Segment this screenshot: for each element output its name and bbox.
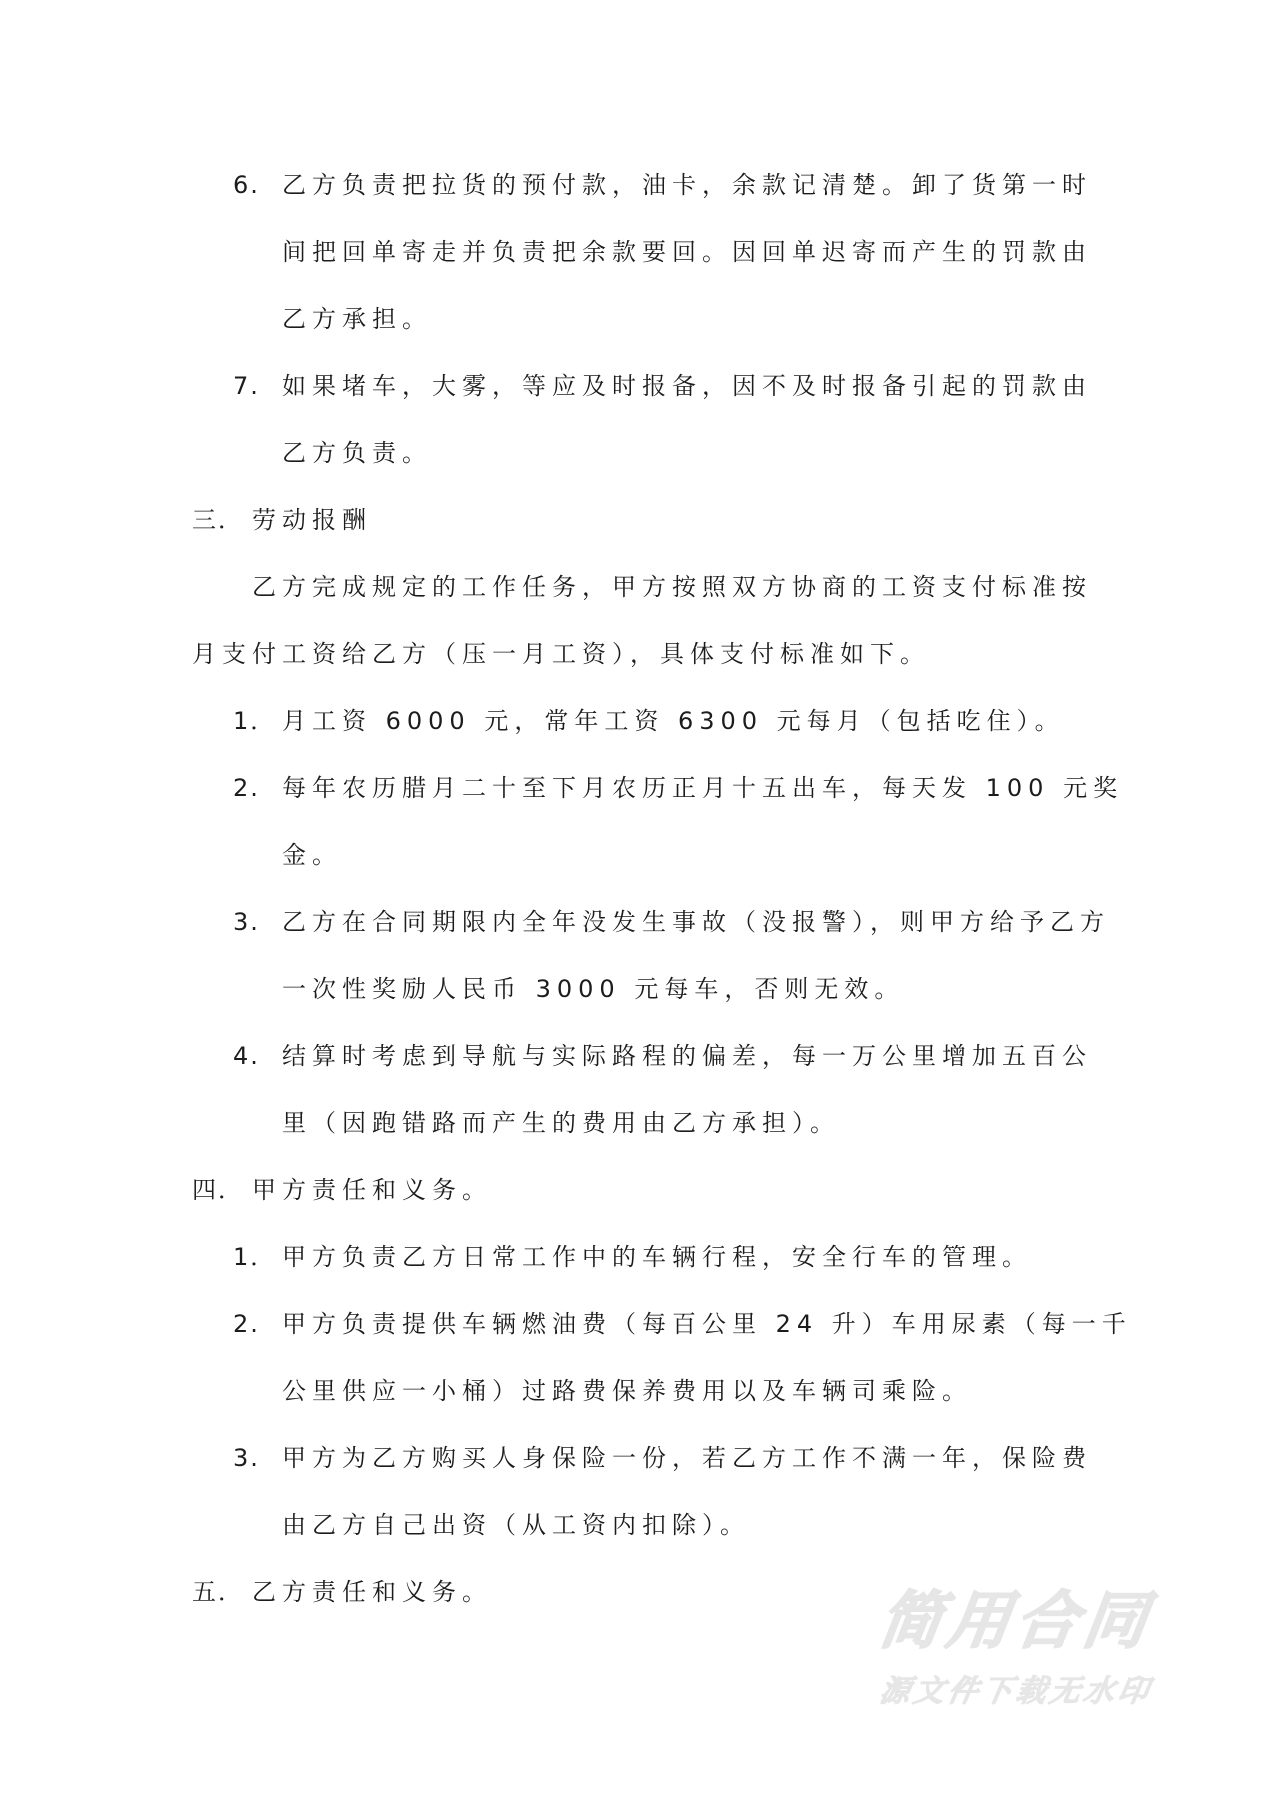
item-number: 3. bbox=[233, 1444, 260, 1472]
watermark-title: 简用合同 bbox=[874, 1584, 1158, 1657]
item-6-line-2: 间把回单寄走并负责把余款要回。因回单迟寄而产生的罚款由 bbox=[282, 238, 1092, 266]
party-a-item-1-line-1: 甲方负责乙方日常工作中的车辆行程，安全行车的管理。 bbox=[282, 1243, 1032, 1271]
section-number: 三． bbox=[192, 506, 244, 534]
section-number: 四． bbox=[192, 1176, 244, 1204]
pay-item-3-line-2: 一次性奖励人民币 3000 元每车，否则无效。 bbox=[282, 975, 905, 1003]
pay-item-3-line-1: 乙方在合同期限内全年没发生事故（没报警），则甲方给予乙方 bbox=[282, 908, 1110, 936]
item-number: 2. bbox=[233, 774, 260, 802]
item-6-line-1: 乙方负责把拉货的预付款，油卡，余款记清楚。卸了货第一时 bbox=[282, 171, 1092, 199]
watermark bbox=[874, 1584, 1190, 1709]
item-6-line-3: 乙方承担。 bbox=[282, 305, 432, 333]
item-7-line-2: 乙方负责。 bbox=[282, 439, 432, 467]
paragraph-line-2: 月支付工资给乙方（压一月工资），具体支付标准如下。 bbox=[192, 640, 930, 668]
pay-item-4-line-1: 结算时考虑到导航与实际路程的偏差，每一万公里增加五百公 bbox=[282, 1042, 1092, 1070]
item-7-line-1: 如果堵车，大雾，等应及时报备，因不及时报备引起的罚款由 bbox=[282, 372, 1092, 400]
pay-item-1-line-1: 月工资 6000 元，常年工资 6300 元每月（包括吃住）。 bbox=[282, 707, 1065, 735]
section-number: 五． bbox=[192, 1578, 244, 1606]
party-a-item-2-line-2: 公里供应一小桶）过路费保养费用以及车辆司乘险。 bbox=[282, 1377, 972, 1405]
section-heading-party-a-duties: 甲方责任和义务。 bbox=[252, 1176, 492, 1204]
item-number: 7. bbox=[233, 372, 260, 400]
party-a-item-2-line-1: 甲方负责提供车辆燃油费（每百公里 24 升）车用尿素（每一千 bbox=[282, 1310, 1132, 1338]
section-heading-labor-pay: 劳动报酬 bbox=[252, 506, 372, 534]
pay-item-2-line-2: 金。 bbox=[282, 841, 342, 869]
item-number: 4. bbox=[233, 1042, 260, 1070]
party-a-item-3-line-1: 甲方为乙方购买人身保险一份，若乙方工作不满一年，保险费 bbox=[282, 1444, 1092, 1472]
pay-item-4-line-2: 里（因跑错路而产生的费用由乙方承担）。 bbox=[282, 1109, 840, 1137]
party-a-item-3-line-2: 由乙方自己出资（从工资内扣除）。 bbox=[282, 1511, 750, 1539]
section-heading-party-b-duties: 乙方责任和义务。 bbox=[252, 1578, 492, 1606]
paragraph-line-1: 乙方完成规定的工作任务，甲方按照双方协商的工资支付标准按 bbox=[252, 573, 1092, 601]
item-number: 3. bbox=[233, 908, 260, 936]
item-number: 2. bbox=[233, 1310, 260, 1338]
item-number: 1． bbox=[233, 707, 277, 735]
watermark-subtitle: 源文件下载无水印 bbox=[877, 1674, 1156, 1709]
item-number: 1． bbox=[233, 1243, 277, 1271]
pay-item-2-line-1: 每年农历腊月二十至下月农历正月十五出车，每天发 100 元奖 bbox=[282, 774, 1124, 802]
item-number: 6. bbox=[233, 171, 260, 199]
